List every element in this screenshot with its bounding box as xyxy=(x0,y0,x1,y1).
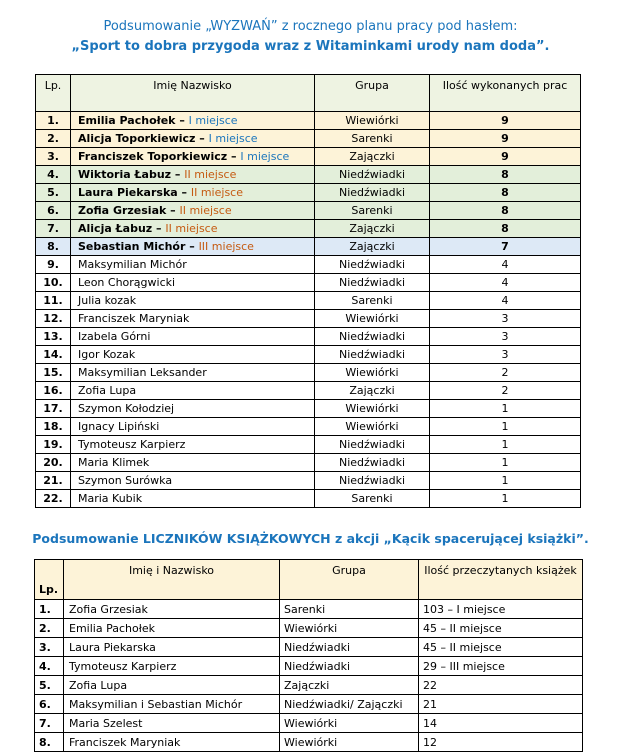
row-name: Laura Piekarska xyxy=(64,638,280,657)
row-count: 1 xyxy=(430,418,581,436)
row-lp: 17. xyxy=(36,400,71,418)
row-name: Franciszek Toporkiewicz xyxy=(78,150,228,163)
row-count: 4 xyxy=(430,274,581,292)
table-row xyxy=(36,436,581,454)
table-row xyxy=(35,657,583,676)
row-name-cell xyxy=(71,454,315,472)
row-name: Maksymilian Leksander xyxy=(78,366,207,379)
row-group: Sarenki xyxy=(280,600,419,619)
row-lp: 7. xyxy=(35,714,64,733)
row-lp: 15. xyxy=(36,364,71,382)
row-place: II miejsce xyxy=(184,168,237,181)
row-name: Zofia Lupa xyxy=(64,676,280,695)
table-row xyxy=(35,695,583,714)
row-lp: 9. xyxy=(36,256,71,274)
row-lp: 2. xyxy=(36,130,71,148)
row-name: Alicja Łabuz xyxy=(78,222,153,235)
row-lp: 6. xyxy=(36,202,71,220)
row-lp: 19. xyxy=(36,436,71,454)
row-place: II miejsce xyxy=(165,222,218,235)
row-name-cell xyxy=(71,400,315,418)
row-name: Maria Szelest xyxy=(64,714,280,733)
row-group: Niedźwiadki xyxy=(315,256,430,274)
row-count: 14 xyxy=(419,714,583,733)
row-count: 12 xyxy=(419,733,583,752)
row-count: 9 xyxy=(430,148,581,166)
row-lp: 2. xyxy=(35,619,64,638)
row-name: Sebastian Michór xyxy=(78,240,186,253)
table-row xyxy=(35,733,583,752)
row-name: Franciszek Maryniak xyxy=(78,312,190,325)
row-count: 3 xyxy=(430,328,581,346)
row-count: 1 xyxy=(430,454,581,472)
row-group: Niedźwiadki xyxy=(315,184,430,202)
row-lp: 4. xyxy=(35,657,64,676)
row-name: Ignacy Lipiński xyxy=(78,420,160,433)
row-count: 22 xyxy=(419,676,583,695)
table-row xyxy=(35,600,583,619)
row-name-cell xyxy=(71,238,315,256)
row-lp: 1. xyxy=(36,112,71,130)
row-count: 1 xyxy=(430,472,581,490)
row-lp: 5. xyxy=(36,184,71,202)
row-lp: 12. xyxy=(36,310,71,328)
row-group: Wiewiórki xyxy=(280,619,419,638)
row-place: I miejsce xyxy=(208,132,258,145)
row-lp: 18. xyxy=(36,418,71,436)
row-place: I miejsce xyxy=(188,114,238,127)
row-name: Igor Kozak xyxy=(78,348,136,361)
row-name: Emilia Pachołek xyxy=(78,114,176,127)
row-name-cell xyxy=(71,220,315,238)
row-count: 8 xyxy=(430,220,581,238)
row-name: Franciszek Maryniak xyxy=(64,733,280,752)
row-count: 4 xyxy=(430,256,581,274)
row-count: 45 – II miejsce xyxy=(419,638,583,657)
row-name-cell xyxy=(71,148,315,166)
row-name: Maria Kubik xyxy=(78,492,143,505)
books-table xyxy=(34,559,583,752)
row-name: Izabela Górni xyxy=(78,330,151,343)
table-row xyxy=(36,166,581,184)
row-group: Wiewiórki xyxy=(315,310,430,328)
row-name: Laura Piekarska xyxy=(78,186,178,199)
row-group: Niedźwiadki xyxy=(315,454,430,472)
dash-separator: – xyxy=(171,168,185,181)
row-name: Zofia Lupa xyxy=(78,384,137,397)
table-header-row xyxy=(35,560,583,600)
row-name-cell xyxy=(71,292,315,310)
table-row xyxy=(36,184,581,202)
row-name: Zofia Grzesiak xyxy=(64,600,280,619)
row-name: Zofia Grzesiak xyxy=(78,204,167,217)
row-name: Wiktoria Łabuz xyxy=(78,168,172,181)
row-lp: 22. xyxy=(36,490,71,508)
row-lp: 1. xyxy=(35,600,64,619)
row-lp: 16. xyxy=(36,382,71,400)
row-lp: 5. xyxy=(35,676,64,695)
table-row xyxy=(36,148,581,166)
row-lp: 11. xyxy=(36,292,71,310)
table-row xyxy=(36,274,581,292)
row-lp: 21. xyxy=(36,472,71,490)
row-name: Maksymilian i Sebastian Michór xyxy=(64,695,280,714)
row-name: Tymoteusz Karpierz xyxy=(64,657,280,676)
row-name-cell xyxy=(71,346,315,364)
row-group: Niedźwiadki xyxy=(315,328,430,346)
row-group: Zajączki xyxy=(315,220,430,238)
row-name: Tymoteusz Karpierz xyxy=(78,438,186,451)
row-count: 7 xyxy=(430,238,581,256)
row-group: Niedźwiadki xyxy=(315,346,430,364)
table-row xyxy=(36,418,581,436)
row-name-cell xyxy=(71,184,315,202)
table-row xyxy=(36,472,581,490)
row-group: Niedźwiadki xyxy=(315,166,430,184)
row-group: Zajączki xyxy=(280,676,419,695)
row-place: III miejsce xyxy=(198,240,254,253)
row-name-cell xyxy=(71,436,315,454)
table-row xyxy=(36,328,581,346)
row-name: Szymon Kołodziej xyxy=(78,402,175,415)
row-place: II miejsce xyxy=(179,204,232,217)
header-count: Ilość wykonanych prac xyxy=(430,75,581,112)
table-row xyxy=(36,130,581,148)
row-lp: 14. xyxy=(36,346,71,364)
heading2: Podsumowanie LICZNIKÓW KSIĄŻKOWYCH z akcji „Kącik spacerującej książki”. xyxy=(32,531,589,546)
row-group: Wiewiórki xyxy=(315,364,430,382)
table-row xyxy=(35,676,583,695)
row-group: Niedźwiadki xyxy=(315,274,430,292)
row-count: 2 xyxy=(430,364,581,382)
row-count: 2 xyxy=(430,382,581,400)
row-group: Sarenki xyxy=(315,130,430,148)
table-row xyxy=(36,310,581,328)
row-count: 8 xyxy=(430,184,581,202)
row-name: Szymon Surówka xyxy=(78,474,173,487)
row-count: 8 xyxy=(430,202,581,220)
row-group: Niedźwiadki/ Zajączki xyxy=(280,695,419,714)
row-name: Alicja Toporkiewicz xyxy=(78,132,196,145)
table-row xyxy=(35,638,583,657)
dash-separator: – xyxy=(175,114,189,127)
row-group: Wiewiórki xyxy=(315,418,430,436)
row-name-cell xyxy=(71,328,315,346)
header-lp: Lp. xyxy=(36,75,71,112)
header-count: Ilość przeczytanych książek xyxy=(419,560,583,600)
heading1-line2: „Sport to dobra przygoda wraz z Witaminkami urody nam doda”. xyxy=(71,39,550,54)
row-group: Sarenki xyxy=(315,292,430,310)
table-row xyxy=(36,238,581,256)
row-name-cell xyxy=(71,202,315,220)
row-count: 9 xyxy=(430,112,581,130)
row-name: Emilia Pachołek xyxy=(64,619,280,638)
row-lp: 3. xyxy=(36,148,71,166)
row-lp: 6. xyxy=(35,695,64,714)
row-place: II miejsce xyxy=(190,186,243,199)
row-lp: 8. xyxy=(35,733,64,752)
challenges-table xyxy=(35,74,581,508)
row-name-cell xyxy=(71,166,315,184)
heading1-line1: Podsumowanie „WYZWAŃ” z rocznego planu pracy pod hasłem: xyxy=(103,19,518,34)
row-name-cell xyxy=(71,472,315,490)
row-group: Wiewiórki xyxy=(315,400,430,418)
row-name: Julia kozak xyxy=(78,294,137,307)
table-row xyxy=(36,202,581,220)
row-place: I miejsce xyxy=(240,150,290,163)
row-lp: 7. xyxy=(36,220,71,238)
header-group: Grupa xyxy=(315,75,430,112)
row-lp: 13. xyxy=(36,328,71,346)
row-group: Wiewiórki xyxy=(315,112,430,130)
row-name-cell xyxy=(71,364,315,382)
table-row xyxy=(36,346,581,364)
row-count: 29 – III miejsce xyxy=(419,657,583,676)
row-name: Maria Klimek xyxy=(78,456,150,469)
row-group: Zajączki xyxy=(315,238,430,256)
row-count: 21 xyxy=(419,695,583,714)
row-group: Niedźwiadki xyxy=(280,638,419,657)
row-name-cell xyxy=(71,490,315,508)
row-count: 45 – II miejsce xyxy=(419,619,583,638)
row-name-cell xyxy=(71,382,315,400)
table-row xyxy=(36,292,581,310)
row-count: 8 xyxy=(430,166,581,184)
row-name-cell xyxy=(71,418,315,436)
table-row xyxy=(36,364,581,382)
header-group: Grupa xyxy=(280,560,419,600)
row-count: 103 – I miejsce xyxy=(419,600,583,619)
row-lp: 8. xyxy=(36,238,71,256)
row-group: Zajączki xyxy=(315,148,430,166)
dash-separator: – xyxy=(195,132,209,145)
dash-separator: – xyxy=(152,222,166,235)
row-group: Niedźwiadki xyxy=(280,657,419,676)
row-name-cell xyxy=(71,256,315,274)
row-count: 3 xyxy=(430,310,581,328)
row-name: Maksymilian Michór xyxy=(78,258,187,271)
row-name-cell xyxy=(71,274,315,292)
table-row xyxy=(35,619,583,638)
row-group: Wiewiórki xyxy=(280,714,419,733)
row-lp: 10. xyxy=(36,274,71,292)
table-row xyxy=(36,382,581,400)
table-header-row xyxy=(36,75,581,112)
row-group: Sarenki xyxy=(315,202,430,220)
row-lp: 20. xyxy=(36,454,71,472)
row-name-cell xyxy=(71,112,315,130)
table-row xyxy=(36,112,581,130)
header-name: Imię Nazwisko xyxy=(71,75,315,112)
dash-separator: – xyxy=(166,204,180,217)
table-row xyxy=(35,714,583,733)
row-lp: 4. xyxy=(36,166,71,184)
table-row xyxy=(36,490,581,508)
row-count: 1 xyxy=(430,490,581,508)
table-row xyxy=(36,256,581,274)
row-name-cell xyxy=(71,310,315,328)
row-group: Niedźwiadki xyxy=(315,436,430,454)
table-row xyxy=(36,400,581,418)
dash-separator: – xyxy=(185,240,199,253)
table-row xyxy=(36,454,581,472)
row-name: Leon Chorągwicki xyxy=(78,276,176,289)
dash-separator: – xyxy=(227,150,241,163)
row-group: Sarenki xyxy=(315,490,430,508)
header-lp: Lp. xyxy=(35,560,64,600)
row-count: 4 xyxy=(430,292,581,310)
row-count: 9 xyxy=(430,130,581,148)
row-count: 1 xyxy=(430,436,581,454)
header-name: Imię i Nazwisko xyxy=(64,560,280,600)
row-lp: 3. xyxy=(35,638,64,657)
row-count: 3 xyxy=(430,346,581,364)
row-group: Niedźwiadki xyxy=(315,472,430,490)
dash-separator: – xyxy=(177,186,191,199)
row-group: Zajączki xyxy=(315,382,430,400)
row-group: Wiewiórki xyxy=(280,733,419,752)
row-name-cell xyxy=(71,130,315,148)
table-row xyxy=(36,220,581,238)
row-count: 1 xyxy=(430,400,581,418)
